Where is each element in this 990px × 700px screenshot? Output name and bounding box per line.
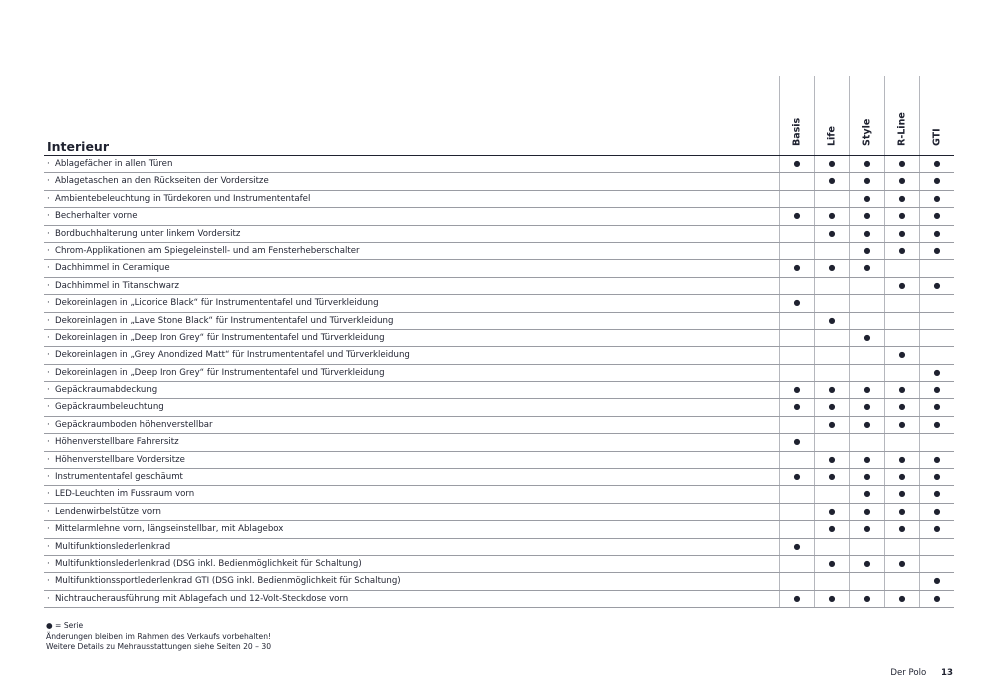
table-row [44, 539, 954, 556]
availability-cell: ● [814, 173, 849, 189]
availability-cell: ● [814, 504, 849, 520]
row-label-text: Dekoreinlagen in „Lave Stone Black“ für Instrumententafel und Türverkleidung [55, 315, 394, 326]
availability-cell: ● [884, 591, 919, 607]
table-header [44, 76, 954, 156]
availability-cell: ● [919, 278, 954, 294]
legend [46, 621, 271, 653]
availability-cell: ● [814, 469, 849, 485]
availability-cell [814, 278, 849, 294]
availability-cell: ● [849, 452, 884, 468]
bullet-icon: · [47, 245, 50, 256]
availability-cell: ● [919, 486, 954, 502]
availability-cell [779, 278, 814, 294]
page-number: 13 [941, 668, 953, 678]
table-row [44, 504, 954, 521]
availability-cell: ● [814, 260, 849, 276]
availability-cell: ● [849, 399, 884, 415]
row-label-text: Instrumententafel geschäumt [55, 472, 183, 483]
bullet-icon: · [47, 193, 50, 204]
availability-cell [919, 556, 954, 572]
footer-brand: Der Polo [890, 668, 927, 678]
availability-cell: ● [884, 156, 919, 172]
column-header-label: Basis [791, 117, 803, 146]
availability-cell: ● [884, 504, 919, 520]
availability-cell [849, 347, 884, 363]
availability-cell [814, 539, 849, 555]
availability-cell: ● [779, 469, 814, 485]
availability-cell [779, 486, 814, 502]
availability-cell: ● [849, 191, 884, 207]
availability-cell: ● [849, 330, 884, 346]
availability-cell: ● [919, 208, 954, 224]
table-row [44, 330, 954, 347]
row-label-text: Multifunktionssportlederlenkrad GTI (DSG inkl. Bedienmöglichkeit für Schaltung) [55, 576, 401, 587]
row-label-text: Gepäckraumbeleuchtung [55, 402, 164, 413]
bullet-icon: · [47, 263, 50, 274]
row-label-text: Becherhalter vorne [55, 211, 138, 222]
row-label [44, 156, 779, 172]
availability-cell: ● [814, 417, 849, 433]
row-label [44, 452, 779, 468]
row-label-text: Multifunktionslederlenkrad (DSG inkl. Bedienmöglichkeit für Schaltung) [55, 558, 362, 569]
availability-cell [814, 295, 849, 311]
availability-cell [779, 365, 814, 381]
availability-cell [779, 573, 814, 589]
table-body [44, 156, 954, 608]
row-label [44, 295, 779, 311]
table-row [44, 226, 954, 243]
equipment-table [44, 76, 954, 608]
column-header-label: GTI [931, 128, 943, 146]
availability-cell: ● [849, 556, 884, 572]
section-title: Interieur [47, 139, 109, 154]
availability-cell [814, 330, 849, 346]
availability-cell: ● [779, 382, 814, 398]
availability-cell [779, 347, 814, 363]
availability-cell: ● [919, 399, 954, 415]
legend-serie: ● = Serie [46, 621, 84, 630]
availability-cell [779, 417, 814, 433]
availability-cell: ● [849, 469, 884, 485]
availability-cell: ● [849, 173, 884, 189]
availability-cell: ● [884, 486, 919, 502]
availability-cell: ● [814, 591, 849, 607]
availability-cell [849, 295, 884, 311]
table-row [44, 452, 954, 469]
row-label-text: Nichtraucherausführung mit Ablagefach und 12-Volt-Steckdose vorn [55, 593, 349, 604]
availability-cell: ● [814, 556, 849, 572]
availability-cell [779, 330, 814, 346]
bullet-icon: · [47, 454, 50, 465]
availability-cell: ● [779, 156, 814, 172]
bullet-icon: · [47, 315, 50, 326]
row-label [44, 330, 779, 346]
table-row [44, 556, 954, 573]
table-row [44, 260, 954, 277]
table-row [44, 399, 954, 416]
availability-cell [919, 313, 954, 329]
availability-cell: ● [814, 399, 849, 415]
bullet-icon: · [47, 332, 50, 343]
row-label [44, 521, 779, 537]
availability-cell: ● [814, 313, 849, 329]
availability-cell [779, 521, 814, 537]
legend-details: Weitere Details zu Mehrausstattungen siehe Seiten 20 – 30 [46, 642, 272, 651]
availability-cell: ● [849, 243, 884, 259]
availability-cell [814, 365, 849, 381]
availability-cell: ● [779, 260, 814, 276]
availability-cell: ● [814, 208, 849, 224]
table-row [44, 208, 954, 225]
row-label [44, 573, 779, 589]
row-label [44, 417, 779, 433]
availability-cell [814, 243, 849, 259]
table-row [44, 243, 954, 260]
availability-cell: ● [919, 365, 954, 381]
row-label-text: Höhenverstellbare Vordersitze [55, 454, 185, 465]
availability-cell [779, 452, 814, 468]
table-row [44, 347, 954, 364]
table-row [44, 278, 954, 295]
availability-cell: ● [849, 382, 884, 398]
row-label-text: Dekoreinlagen in „Grey Anondized Matt“ für Instrumententafel und Türverkleidung [55, 350, 410, 361]
availability-cell: ● [884, 208, 919, 224]
availability-cell: ● [884, 191, 919, 207]
row-label [44, 278, 779, 294]
bullet-icon: · [47, 176, 50, 187]
availability-cell [919, 434, 954, 450]
table-row [44, 295, 954, 312]
availability-cell [779, 504, 814, 520]
row-label-text: Ablagefächer in allen Türen [55, 159, 173, 169]
availability-cell [849, 278, 884, 294]
row-label-text: Multifunktionslederlenkrad [55, 541, 171, 552]
bullet-icon: · [47, 211, 50, 222]
availability-cell [884, 434, 919, 450]
column-header [884, 76, 919, 156]
bullet-icon: · [47, 524, 50, 535]
availability-cell: ● [814, 156, 849, 172]
availability-cell [779, 243, 814, 259]
availability-cell: ● [814, 521, 849, 537]
availability-cell: ● [814, 452, 849, 468]
row-label-text: Bordbuchhalterung unter linkem Vordersitz [55, 228, 241, 239]
availability-cell: ● [884, 243, 919, 259]
availability-cell: ● [919, 521, 954, 537]
row-label [44, 469, 779, 485]
legend-notice: Änderungen bleiben im Rahmen des Verkaufs vorbehalten! [46, 631, 272, 641]
column-header [849, 76, 884, 156]
bullet-icon: · [47, 350, 50, 361]
availability-cell [884, 573, 919, 589]
row-label-text: LED-Leuchten im Fussraum vorn [55, 489, 195, 500]
bullet-icon: · [47, 419, 50, 430]
availability-cell [919, 347, 954, 363]
availability-cell: ● [849, 504, 884, 520]
availability-cell: ● [849, 208, 884, 224]
row-label [44, 191, 779, 207]
availability-cell: ● [884, 226, 919, 242]
page-footer [890, 668, 953, 678]
availability-cell [849, 573, 884, 589]
availability-cell: ● [884, 417, 919, 433]
availability-cell: ● [849, 226, 884, 242]
row-label-text: Dachhimmel in Titanschwarz [55, 280, 180, 291]
availability-cell [814, 347, 849, 363]
availability-cell [919, 539, 954, 555]
table-row [44, 365, 954, 382]
availability-cell: ● [814, 226, 849, 242]
availability-cell: ● [849, 156, 884, 172]
table-row [44, 191, 954, 208]
column-header [919, 76, 954, 156]
table-row [44, 573, 954, 590]
row-label-text: Gepäckraumboden höhenverstellbar [55, 419, 213, 430]
availability-cell: ● [919, 417, 954, 433]
table-row [44, 486, 954, 503]
row-label [44, 382, 779, 398]
availability-cell [779, 556, 814, 572]
availability-cell [779, 173, 814, 189]
bullet-icon: · [47, 367, 50, 378]
availability-cell [779, 313, 814, 329]
table-row [44, 434, 954, 451]
table-row [44, 591, 954, 608]
availability-cell: ● [849, 417, 884, 433]
availability-cell [884, 539, 919, 555]
availability-cell: ● [849, 591, 884, 607]
availability-cell: ● [919, 504, 954, 520]
bullet-icon: · [47, 506, 50, 517]
column-header-label: R-Line [896, 112, 908, 146]
availability-cell [814, 191, 849, 207]
availability-cell: ● [884, 521, 919, 537]
availability-cell: ● [849, 486, 884, 502]
availability-cell: ● [779, 295, 814, 311]
availability-cell: ● [919, 573, 954, 589]
availability-cell: ● [919, 243, 954, 259]
bullet-icon: · [47, 159, 50, 169]
column-header [779, 76, 814, 156]
row-label [44, 313, 779, 329]
availability-cell: ● [919, 452, 954, 468]
availability-cell: ● [849, 260, 884, 276]
availability-cell: ● [884, 173, 919, 189]
row-label [44, 226, 779, 242]
availability-cell: ● [919, 591, 954, 607]
row-label [44, 556, 779, 572]
table-row [44, 469, 954, 486]
bullet-icon: · [47, 489, 50, 500]
availability-cell: ● [884, 347, 919, 363]
bullet-icon: · [47, 298, 50, 309]
availability-cell: ● [779, 434, 814, 450]
row-label [44, 365, 779, 381]
column-header-label: Style [861, 118, 873, 146]
availability-cell [814, 486, 849, 502]
availability-cell [779, 191, 814, 207]
bullet-icon: · [47, 593, 50, 604]
column-header [814, 76, 849, 156]
availability-cell [884, 260, 919, 276]
availability-cell [849, 365, 884, 381]
availability-cell [814, 573, 849, 589]
bullet-icon: · [47, 228, 50, 239]
table-row [44, 382, 954, 399]
row-label-text: Mittelarmlehne vorn, längseinstellbar, mit Ablagebox [55, 524, 284, 535]
row-label-text: Ablagetaschen an den Rückseiten der Vordersitze [55, 176, 269, 187]
row-label-text: Dekoreinlagen in „Deep Iron Grey“ für Instrumententafel und Türverkleidung [55, 367, 385, 378]
column-header-label: Life [826, 126, 838, 146]
row-label [44, 539, 779, 555]
row-label [44, 260, 779, 276]
availability-cell: ● [919, 469, 954, 485]
availability-cell: ● [884, 469, 919, 485]
table-row [44, 521, 954, 538]
row-label [44, 347, 779, 363]
availability-cell: ● [884, 399, 919, 415]
availability-cell: ● [779, 539, 814, 555]
availability-cell: ● [884, 278, 919, 294]
table-row [44, 173, 954, 190]
row-label-text: Dekoreinlagen in „Licorice Black“ für Instrumententafel und Türverkleidung [55, 298, 379, 309]
row-label-text: Gepäckraumabdeckung [55, 385, 158, 396]
availability-cell: ● [919, 156, 954, 172]
bullet-icon: · [47, 576, 50, 587]
availability-cell [919, 330, 954, 346]
availability-cell [884, 365, 919, 381]
bullet-icon: · [47, 541, 50, 552]
availability-cell: ● [884, 382, 919, 398]
bullet-icon: · [47, 472, 50, 483]
row-label-text: Höhenverstellbare Fahrersitz [55, 437, 179, 448]
availability-cell: ● [849, 521, 884, 537]
row-label [44, 243, 779, 259]
availability-cell [849, 539, 884, 555]
row-label-text: Chrom-Applikationen am Spiegeleinstell- und am Fensterheberschalter [55, 245, 360, 256]
bullet-icon: · [47, 280, 50, 291]
availability-cell [919, 260, 954, 276]
availability-cell [814, 434, 849, 450]
availability-cell: ● [779, 399, 814, 415]
availability-cell [884, 313, 919, 329]
availability-cell: ● [919, 191, 954, 207]
row-label [44, 504, 779, 520]
bullet-icon: · [47, 385, 50, 396]
row-label [44, 486, 779, 502]
row-label [44, 434, 779, 450]
bullet-icon: · [47, 402, 50, 413]
row-label [44, 208, 779, 224]
table-row [44, 156, 954, 173]
availability-cell [849, 313, 884, 329]
bullet-icon: · [47, 558, 50, 569]
availability-cell: ● [884, 556, 919, 572]
row-label [44, 591, 779, 607]
row-label [44, 173, 779, 189]
availability-cell: ● [814, 382, 849, 398]
row-label-text: Ambientebeleuchtung in Türdekoren und Instrumententafel [55, 193, 311, 204]
bullet-icon: · [47, 437, 50, 448]
availability-cell [884, 295, 919, 311]
availability-cell [884, 330, 919, 346]
availability-cell [849, 434, 884, 450]
availability-cell: ● [919, 173, 954, 189]
row-label-text: Dekoreinlagen in „Deep Iron Grey“ für Instrumententafel und Türverkleidung [55, 332, 385, 343]
availability-cell: ● [919, 226, 954, 242]
availability-cell: ● [919, 382, 954, 398]
availability-cell: ● [779, 208, 814, 224]
row-label [44, 399, 779, 415]
row-label-text: Dachhimmel in Ceramique [55, 263, 170, 274]
availability-cell: ● [779, 591, 814, 607]
availability-cell [919, 295, 954, 311]
availability-cell [779, 226, 814, 242]
table-row [44, 313, 954, 330]
row-label-text: Lendenwirbelstütze vorn [55, 506, 162, 517]
table-row [44, 417, 954, 434]
availability-cell: ● [884, 452, 919, 468]
